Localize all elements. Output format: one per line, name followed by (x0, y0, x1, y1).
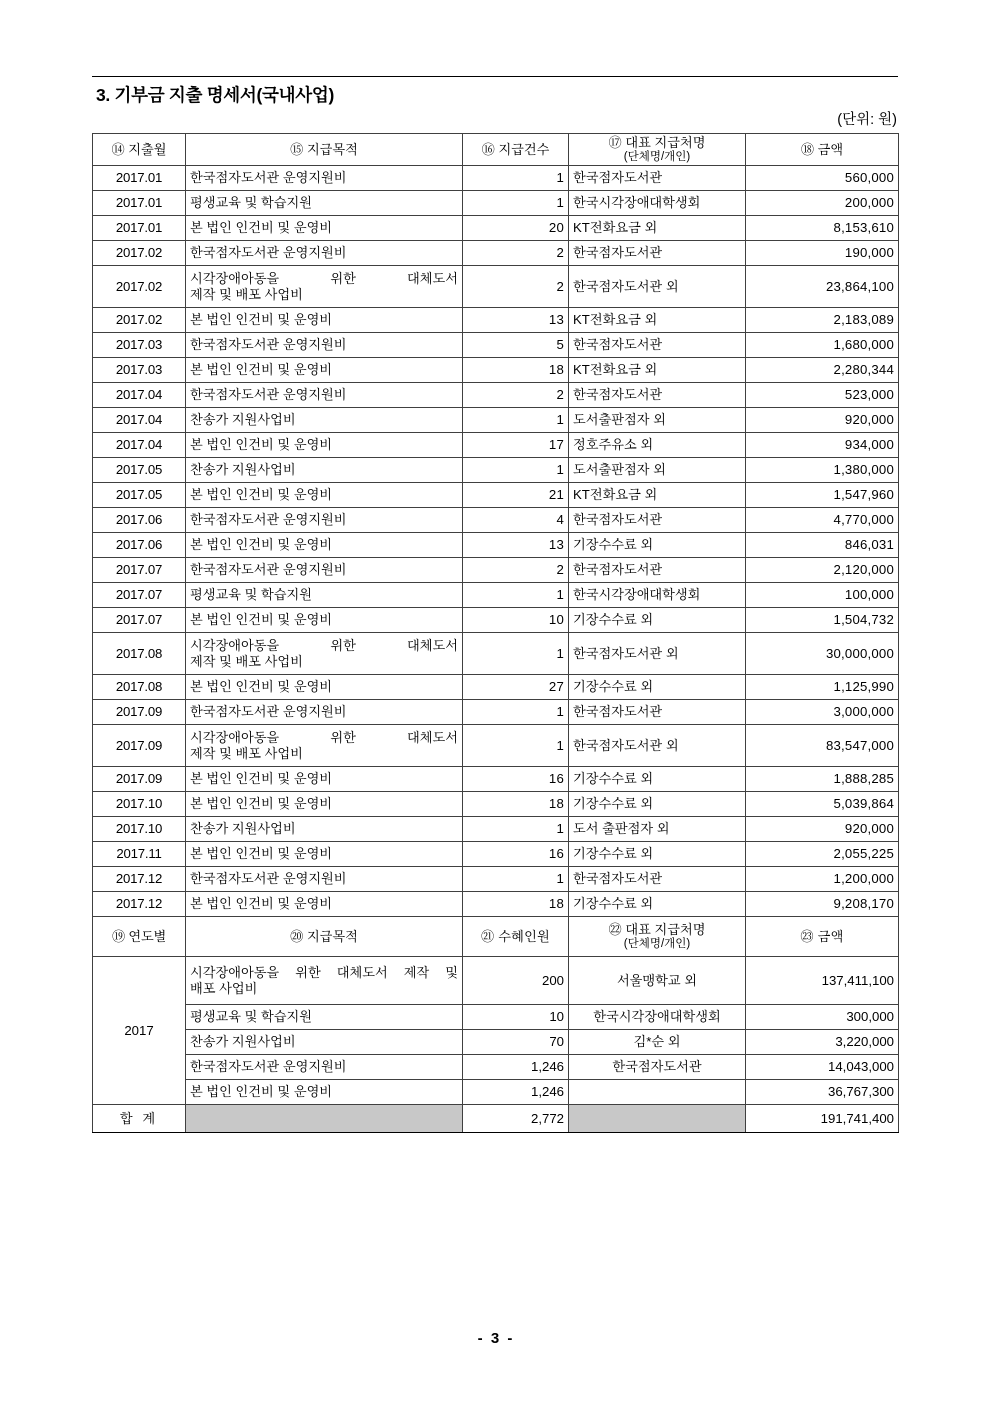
table-row (93, 408, 899, 433)
cell-amount: 190,000 (746, 241, 899, 266)
cell-payee: 한국점자도서관 (569, 166, 746, 191)
header-month: ⑭ 지출월 (93, 134, 186, 166)
cell-month: 2017.03 (93, 333, 186, 358)
cell-count: 17 (463, 433, 569, 458)
cell-amount: 2,120,000 (746, 558, 899, 583)
cell-month: 2017.04 (93, 383, 186, 408)
cell-amount: 2,280,344 (746, 358, 899, 383)
table-row (93, 725, 899, 767)
cell-purpose: 한국점자도서관 운영지원비 (186, 241, 463, 266)
table-row (93, 458, 899, 483)
cell-count: 13 (463, 533, 569, 558)
cell-month: 2017.07 (93, 608, 186, 633)
cell-count: 18 (463, 892, 569, 917)
cell-amount: 1,888,285 (746, 767, 899, 792)
cell-count: 1 (463, 166, 569, 191)
cell-month: 2017.06 (93, 533, 186, 558)
total-label: 합 계 (93, 1105, 186, 1133)
cell-summary-amount: 14,043,000 (746, 1055, 899, 1080)
cell-purpose: 한국점자도서관 운영지원비 (186, 558, 463, 583)
cell-purpose: 본 법인 인건비 및 운영비 (186, 767, 463, 792)
cell-count: 18 (463, 792, 569, 817)
cell-summary-payee (569, 1080, 746, 1105)
cell-purpose: 시각장애아동을 위한 대체도서 제작 및 배포 사업비 (186, 633, 463, 675)
cell-purpose: 본 법인 인건비 및 운영비 (186, 842, 463, 867)
cell-payee: 한국점자도서관 (569, 383, 746, 408)
table-row (93, 675, 899, 700)
cell-count: 2 (463, 241, 569, 266)
table-row (93, 892, 899, 917)
header-summary-amount: ㉓ 금액 (746, 917, 899, 957)
cell-payee: 정호주유소 외 (569, 433, 746, 458)
cell-count: 16 (463, 842, 569, 867)
cell-amount: 9,208,170 (746, 892, 899, 917)
cell-summary-payee: 한국점자도서관 (569, 1055, 746, 1080)
cell-payee: 한국시각장애대학생회 (569, 191, 746, 216)
cell-payee: 한국점자도서관 외 (569, 633, 746, 675)
cell-amount: 1,380,000 (746, 458, 899, 483)
cell-month: 2017.01 (93, 191, 186, 216)
cell-month: 2017.09 (93, 700, 186, 725)
cell-amount: 83,547,000 (746, 725, 899, 767)
cell-amount: 1,200,000 (746, 867, 899, 892)
cell-month: 2017.05 (93, 458, 186, 483)
cell-month: 2017.06 (93, 508, 186, 533)
cell-amount: 100,000 (746, 583, 899, 608)
cell-month: 2017.03 (93, 358, 186, 383)
cell-amount: 523,000 (746, 383, 899, 408)
cell-month: 2017.10 (93, 792, 186, 817)
cell-summary-payee: 김*순 외 (569, 1030, 746, 1055)
cell-purpose: 찬송가 지원사업비 (186, 1030, 463, 1055)
table-row (93, 767, 899, 792)
cell-payee: 기장수수료 외 (569, 792, 746, 817)
table-row (93, 383, 899, 408)
cell-purpose: 본 법인 인건비 및 운영비 (186, 675, 463, 700)
cell-payee: 한국점자도서관 (569, 867, 746, 892)
cell-count: 1 (463, 191, 569, 216)
cell-payee: 도서출판점자 외 (569, 408, 746, 433)
cell-payee: KT전화요금 외 (569, 216, 746, 241)
header-summary-payee-main: ㉒ 대표 지급처명 (608, 922, 706, 938)
cell-amount: 30,000,000 (746, 633, 899, 675)
unit-note: (단위: 원) (837, 112, 897, 128)
cell-payee: 기장수수료 외 (569, 675, 746, 700)
detail-header-row (93, 134, 899, 166)
header-count: ⑯ 지급건수 (463, 134, 569, 166)
table-row (93, 817, 899, 842)
table-row (93, 558, 899, 583)
cell-purpose: 찬송가 지원사업비 (186, 817, 463, 842)
cell-month: 2017.08 (93, 633, 186, 675)
cell-summary-payee: 한국시각장애대학생회 (569, 1005, 746, 1030)
cell-amount: 200,000 (746, 191, 899, 216)
cell-purpose: 본 법인 인건비 및 운영비 (186, 892, 463, 917)
cell-purpose: 찬송가 지원사업비 (186, 408, 463, 433)
header-amount: ⑱ 금액 (746, 134, 899, 166)
page-number: - 3 - (477, 1330, 515, 1347)
cell-amount: 4,770,000 (746, 508, 899, 533)
cell-purpose: 본 법인 인건비 및 운영비 (186, 358, 463, 383)
cell-summary-payee: 서울맹학교 외 (569, 957, 746, 1005)
cell-month: 2017.02 (93, 266, 186, 308)
cell-beneficiaries: 200 (463, 957, 569, 1005)
header-payee-sub: (단체명/개인) (623, 150, 691, 163)
cell-purpose: 평생교육 및 학습지원 (186, 583, 463, 608)
cell-amount: 1,680,000 (746, 333, 899, 358)
header-summary-payee-sub: (단체명/개인) (623, 937, 691, 950)
cell-payee: KT전화요금 외 (569, 358, 746, 383)
header-year: ⑲ 연도별 (93, 917, 186, 957)
cell-amount: 2,055,225 (746, 842, 899, 867)
cell-purpose: 본 법인 인건비 및 운영비 (186, 483, 463, 508)
cell-amount: 5,039,864 (746, 792, 899, 817)
cell-payee: 기장수수료 외 (569, 767, 746, 792)
cell-purpose: 평생교육 및 학습지원 (186, 1005, 463, 1030)
cell-purpose: 본 법인 인건비 및 운영비 (186, 433, 463, 458)
cell-payee: KT전화요금 외 (569, 308, 746, 333)
cell-purpose: 시각장애아동을 위한 대체도서 제작 및 배포 사업비 (186, 725, 463, 767)
cell-count: 2 (463, 558, 569, 583)
cell-summary-amount: 36,767,300 (746, 1080, 899, 1105)
cell-count: 16 (463, 767, 569, 792)
cell-count: 1 (463, 867, 569, 892)
summary-row (93, 1080, 899, 1105)
cell-purpose: 한국점자도서관 운영지원비 (186, 1055, 463, 1080)
summary-row (93, 957, 899, 1005)
cell-count: 4 (463, 508, 569, 533)
cell-count: 1 (463, 408, 569, 433)
cell-month: 2017.09 (93, 767, 186, 792)
cell-month: 2017.01 (93, 166, 186, 191)
header-summary-purpose: ⑳ 지급목적 (186, 917, 463, 957)
detail-table-header (93, 134, 899, 166)
cell-purpose: 평생교육 및 학습지원 (186, 191, 463, 216)
cell-payee: KT전화요금 외 (569, 483, 746, 508)
cell-count: 1 (463, 700, 569, 725)
summary-row (93, 1055, 899, 1080)
table-row (93, 792, 899, 817)
table-row (93, 166, 899, 191)
table-row (93, 867, 899, 892)
cell-payee: 한국점자도서관 외 (569, 725, 746, 767)
cell-payee: 도서출판점자 외 (569, 458, 746, 483)
cell-payee: 기장수수료 외 (569, 533, 746, 558)
cell-count: 1 (463, 633, 569, 675)
cell-purpose: 본 법인 인건비 및 운영비 (186, 608, 463, 633)
table-row (93, 241, 899, 266)
cell-count: 13 (463, 308, 569, 333)
cell-month: 2017.11 (93, 842, 186, 867)
cell-purpose: 한국점자도서관 운영지원비 (186, 700, 463, 725)
cell-payee: 기장수수료 외 (569, 892, 746, 917)
cell-count: 1 (463, 458, 569, 483)
cell-payee: 한국점자도서관 (569, 241, 746, 266)
total-purpose-blank (186, 1105, 463, 1133)
cell-payee: 기장수수료 외 (569, 842, 746, 867)
header-summary-payee (569, 917, 746, 957)
cell-amount: 8,153,610 (746, 216, 899, 241)
table-row (93, 433, 899, 458)
total-payee-blank (569, 1105, 746, 1133)
cell-amount: 1,504,732 (746, 608, 899, 633)
header-beneficiaries: ㉑ 수혜인원 (463, 917, 569, 957)
cell-purpose: 한국점자도서관 운영지원비 (186, 508, 463, 533)
cell-beneficiaries: 1,246 (463, 1080, 569, 1105)
table-row (93, 266, 899, 308)
table-row (93, 191, 899, 216)
cell-amount: 560,000 (746, 166, 899, 191)
cell-purpose: 한국점자도서관 운영지원비 (186, 867, 463, 892)
cell-month: 2017.04 (93, 408, 186, 433)
cell-amount: 2,183,089 (746, 308, 899, 333)
cell-purpose: 찬송가 지원사업비 (186, 458, 463, 483)
cell-month: 2017.07 (93, 558, 186, 583)
cell-count: 1 (463, 817, 569, 842)
cell-purpose: 한국점자도서관 운영지원비 (186, 383, 463, 408)
donation-expenditure-table (92, 133, 899, 1133)
cell-count: 1 (463, 725, 569, 767)
cell-month: 2017.02 (93, 308, 186, 333)
cell-purpose: 시각장애아동을 위한 대체도서 제작 및 배포 사업비 (186, 266, 463, 308)
cell-count: 10 (463, 608, 569, 633)
cell-month: 2017.02 (93, 241, 186, 266)
table-row (93, 700, 899, 725)
cell-beneficiaries: 10 (463, 1005, 569, 1030)
detail-table-body (93, 166, 899, 917)
cell-purpose: 본 법인 인건비 및 운영비 (186, 533, 463, 558)
cell-count: 2 (463, 383, 569, 408)
cell-purpose: 시각장애아동을 위한 대체도서 제작 및 배포 사업비 (186, 957, 463, 1005)
cell-payee: 한국점자도서관 (569, 508, 746, 533)
cell-payee: 한국점자도서관 (569, 700, 746, 725)
summary-table-body (93, 917, 899, 1133)
cell-count: 2 (463, 266, 569, 308)
cell-purpose: 한국점자도서관 운영지원비 (186, 333, 463, 358)
summary-header-row (93, 917, 899, 957)
summary-row (93, 1030, 899, 1055)
cell-payee: 한국점자도서관 (569, 558, 746, 583)
cell-year: 2017 (93, 957, 186, 1105)
cell-payee: 한국점자도서관 외 (569, 266, 746, 308)
cell-beneficiaries: 1,246 (463, 1055, 569, 1080)
total-row (93, 1105, 899, 1133)
summary-row (93, 1005, 899, 1030)
header-payee (569, 134, 746, 166)
table-row (93, 583, 899, 608)
cell-amount: 1,125,990 (746, 675, 899, 700)
cell-payee: 한국시각장애대학생회 (569, 583, 746, 608)
title-rule (92, 76, 898, 77)
cell-summary-amount: 137,411,100 (746, 957, 899, 1005)
cell-amount: 1,547,960 (746, 483, 899, 508)
table-row (93, 483, 899, 508)
cell-beneficiaries: 70 (463, 1030, 569, 1055)
cell-count: 27 (463, 675, 569, 700)
cell-purpose: 본 법인 인건비 및 운영비 (186, 216, 463, 241)
cell-purpose: 한국점자도서관 운영지원비 (186, 166, 463, 191)
cell-month: 2017.08 (93, 675, 186, 700)
page-title: 3. 기부금 지출 명세서(국내사업) (96, 85, 334, 105)
cell-amount: 934,000 (746, 433, 899, 458)
cell-count: 18 (463, 358, 569, 383)
cell-month: 2017.04 (93, 433, 186, 458)
cell-month: 2017.10 (93, 817, 186, 842)
cell-amount: 846,031 (746, 533, 899, 558)
cell-count: 21 (463, 483, 569, 508)
cell-payee: 기장수수료 외 (569, 608, 746, 633)
cell-summary-amount: 3,220,000 (746, 1030, 899, 1055)
cell-purpose: 본 법인 인건비 및 운영비 (186, 792, 463, 817)
table-row (93, 333, 899, 358)
cell-amount: 3,000,000 (746, 700, 899, 725)
cell-count: 20 (463, 216, 569, 241)
total-beneficiaries: 2,772 (463, 1105, 569, 1133)
table-row (93, 358, 899, 383)
cell-month: 2017.12 (93, 867, 186, 892)
cell-amount: 920,000 (746, 817, 899, 842)
cell-count: 5 (463, 333, 569, 358)
cell-month: 2017.09 (93, 725, 186, 767)
header-purpose: ⑮ 지급목적 (186, 134, 463, 166)
total-amount: 191,741,400 (746, 1105, 899, 1133)
cell-purpose: 본 법인 인건비 및 운영비 (186, 1080, 463, 1105)
cell-count: 1 (463, 583, 569, 608)
table-row (93, 533, 899, 558)
cell-payee: 도서 출판점자 외 (569, 817, 746, 842)
table-row (93, 508, 899, 533)
table-row (93, 842, 899, 867)
cell-purpose: 본 법인 인건비 및 운영비 (186, 308, 463, 333)
cell-month: 2017.07 (93, 583, 186, 608)
cell-month: 2017.05 (93, 483, 186, 508)
table-row (93, 608, 899, 633)
cell-month: 2017.12 (93, 892, 186, 917)
table-row (93, 633, 899, 675)
table-row (93, 308, 899, 333)
header-payee-main: ⑰ 대표 지급처명 (608, 135, 706, 150)
cell-amount: 23,864,100 (746, 266, 899, 308)
cell-month: 2017.01 (93, 216, 186, 241)
table-row (93, 216, 899, 241)
cell-amount: 920,000 (746, 408, 899, 433)
cell-payee: 한국점자도서관 (569, 333, 746, 358)
cell-summary-amount: 300,000 (746, 1005, 899, 1030)
